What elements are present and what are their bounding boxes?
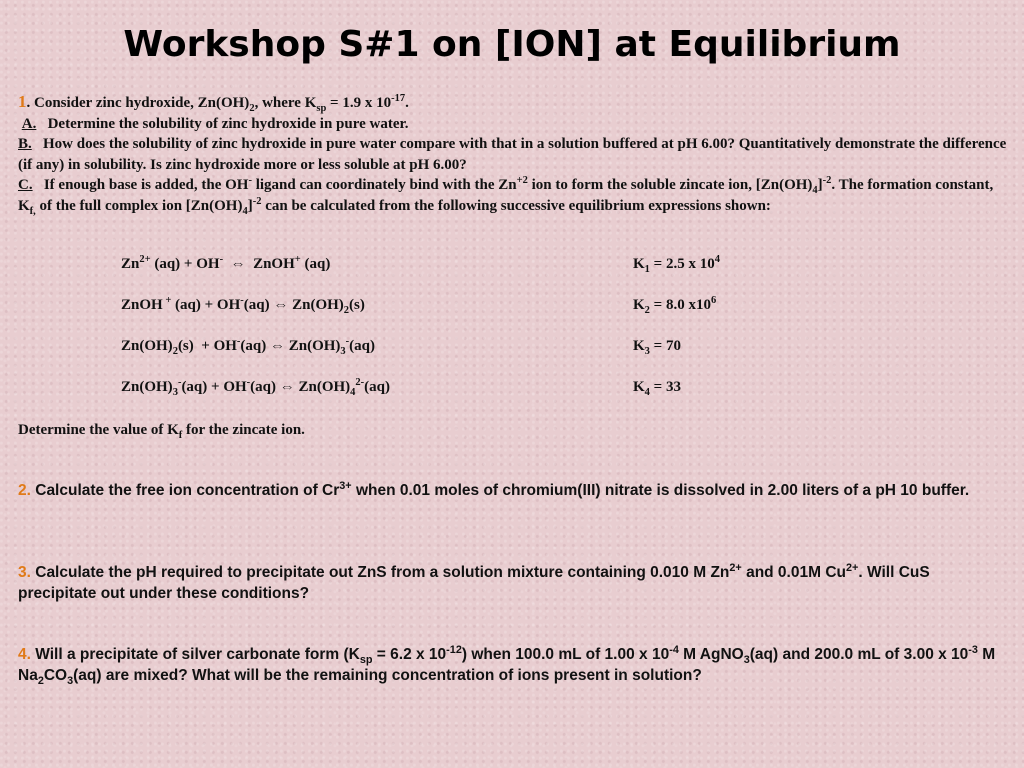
k-value: = 8.0 x10 — [649, 297, 711, 313]
q1-b-text: How does the solubility of zinc hydroxide in pure water compare with that in a solution buffered at pH 6.00? Quantitatively demonstrate the difference (if any) in solubility. Is zinc hydroxide more or less soluble at pH 6.00? — [18, 136, 1007, 173]
q1-number: 1 — [18, 92, 27, 111]
q1-c-text: ion to form the soluble zincate ion, [Zn(OH) — [527, 177, 813, 193]
q4-sub: 3 — [67, 674, 74, 687]
q1-b-label: B. — [18, 136, 32, 152]
kf-text-b: for the zincate ion. — [182, 422, 305, 438]
equation-2: ZnOH + (aq) + OH-(aq) ⇔ $Zn(OH)_2(s)$ — [121, 295, 365, 316]
q4-text: Will a precipitate of silver carbonate form (K — [30, 646, 360, 663]
k-value: = 33 — [649, 379, 681, 395]
kf-prompt — [18, 420, 1008, 441]
q4-text: M Na — [18, 646, 996, 684]
q1-c-text: can be calculated from the following successive equilibrium expressions shown: — [261, 197, 771, 214]
q1-a-label: A. — [21, 115, 37, 132]
q4-sub: 2 — [37, 674, 44, 687]
q1-ksp-exp: -17 — [391, 93, 406, 104]
k-name: K — [633, 256, 645, 272]
q1-part-b — [18, 134, 1008, 175]
question-3 — [18, 563, 1008, 604]
q1-c-sub: 4 — [242, 205, 248, 217]
question-1 — [18, 92, 1008, 216]
q3-text-c: . Will CuS precipitate out under these conditions? — [18, 564, 930, 602]
q1-intro-text-c: = 1.9 x 10 — [326, 95, 392, 111]
q1-intro — [18, 92, 1008, 114]
k-sub: 2 — [644, 305, 650, 316]
k3-value — [633, 338, 681, 355]
kf-sub: f — [178, 430, 183, 441]
q4-text: ) when 100.0 mL of 1.00 x 10 — [461, 646, 670, 663]
k1-value — [633, 256, 720, 273]
q1-c-sub: f, — [29, 205, 36, 217]
q2-text: Calculate the free ion concentration of Cr — [30, 482, 340, 499]
q3-sup: 2+ — [729, 561, 742, 574]
q4-sub: sp — [359, 654, 373, 667]
q1-c-sub: 4 — [812, 185, 818, 196]
q1-c-sup: +2 — [516, 175, 528, 186]
q1-c-text: ] — [247, 197, 253, 214]
k4-value — [633, 379, 681, 396]
k-name: K — [633, 297, 645, 313]
q4-number: 4. — [18, 646, 31, 663]
q3-number: 3. — [18, 564, 31, 581]
question-4 — [18, 645, 1008, 686]
equation-4: $Zn(OH)_3^-(aq) + OH^-(aq)$ ⇔ $Zn(OH)_4^{2-}(aq)$ — [121, 377, 391, 398]
q3-sup: 2+ — [845, 561, 859, 574]
k-exp: 4 — [714, 254, 720, 265]
q3-text-b: and 0.01M Cu — [741, 564, 846, 581]
q4-sub: 3 — [743, 654, 750, 667]
k-sub: 4 — [644, 387, 650, 398]
q1-c-text: of the full complex ion [Zn(OH) — [35, 197, 243, 214]
q1-c-label: C. — [18, 177, 33, 193]
k-value: = 2.5 x 10 — [649, 256, 715, 272]
q1-intro-text-b: , where K — [254, 95, 317, 111]
q4-text: (aq) are mixed? What will be the remaining concentration of ions present in solution? — [73, 666, 702, 684]
q1-a-text: Determine the solubility of zinc hydroxide in pure water. — [47, 115, 409, 132]
q1-c-sup: - — [248, 175, 252, 186]
q4-text: = 6.2 x 10 — [372, 646, 447, 663]
q1-c-text: ] — [817, 177, 823, 193]
q3-text: Calculate the pH required to precipitate out ZnS from a solution mixture containing 0.010 M Zn — [30, 564, 730, 581]
q1-part-a — [18, 114, 1008, 135]
q4-text: CO — [43, 666, 68, 684]
q1-part-c — [18, 175, 1008, 216]
k-name: K — [633, 338, 645, 354]
k2-value — [633, 297, 716, 314]
k-name: K — [633, 379, 645, 395]
k-value: = 70 — [649, 338, 681, 354]
q1-c-text: . The formation constant, K — [18, 177, 994, 214]
q1-intro-text-d: . — [405, 95, 409, 111]
equation-1: $Zn^{2+}$ (aq) + OH- ⇔ ZnOH+ (aq) — [121, 254, 331, 272]
q4-text: (aq) and 200.0 mL of 3.00 x 10 — [749, 646, 969, 663]
q1-c-sup: -2 — [252, 195, 262, 207]
k-exp: 6 — [710, 295, 717, 306]
q4-sup: -3 — [968, 643, 978, 656]
k-sub: 1 — [644, 264, 650, 275]
q1-c-sup: -2 — [822, 175, 832, 186]
q4-sup: -12 — [446, 643, 462, 656]
q1-c-text: If enough base is added, the OH — [43, 177, 249, 193]
k-sub: 3 — [644, 346, 650, 357]
q1-intro-text: . Consider zinc hydroxide, Zn(OH) — [26, 95, 250, 111]
q4-text: M AgNO — [678, 646, 744, 663]
q4-sup: -4 — [669, 643, 679, 656]
q2-text-b: when 0.01 moles of chromium(III) nitrate is dissolved in 2.00 liters of a pH 10 buffer. — [351, 482, 970, 499]
q1-intro-sub: 2 — [249, 103, 255, 114]
page-title: Workshop S#1 on [ION] at Equilibrium — [123, 24, 901, 65]
q1-c-text: ligand can coordinately bind with the Zn — [251, 177, 517, 193]
question-2 — [18, 481, 1008, 502]
equation-3: $Zn(OH)_2(s) + OH^-(aq)$ ⇔ $Zn(OH)_3^-(aq)$ — [121, 336, 376, 357]
q2-number: 2. — [18, 482, 31, 499]
q1-ksp-sub: sp — [316, 103, 327, 114]
kf-text: Determine the value of K — [18, 422, 179, 438]
q2-sup: 3+ — [339, 479, 352, 492]
